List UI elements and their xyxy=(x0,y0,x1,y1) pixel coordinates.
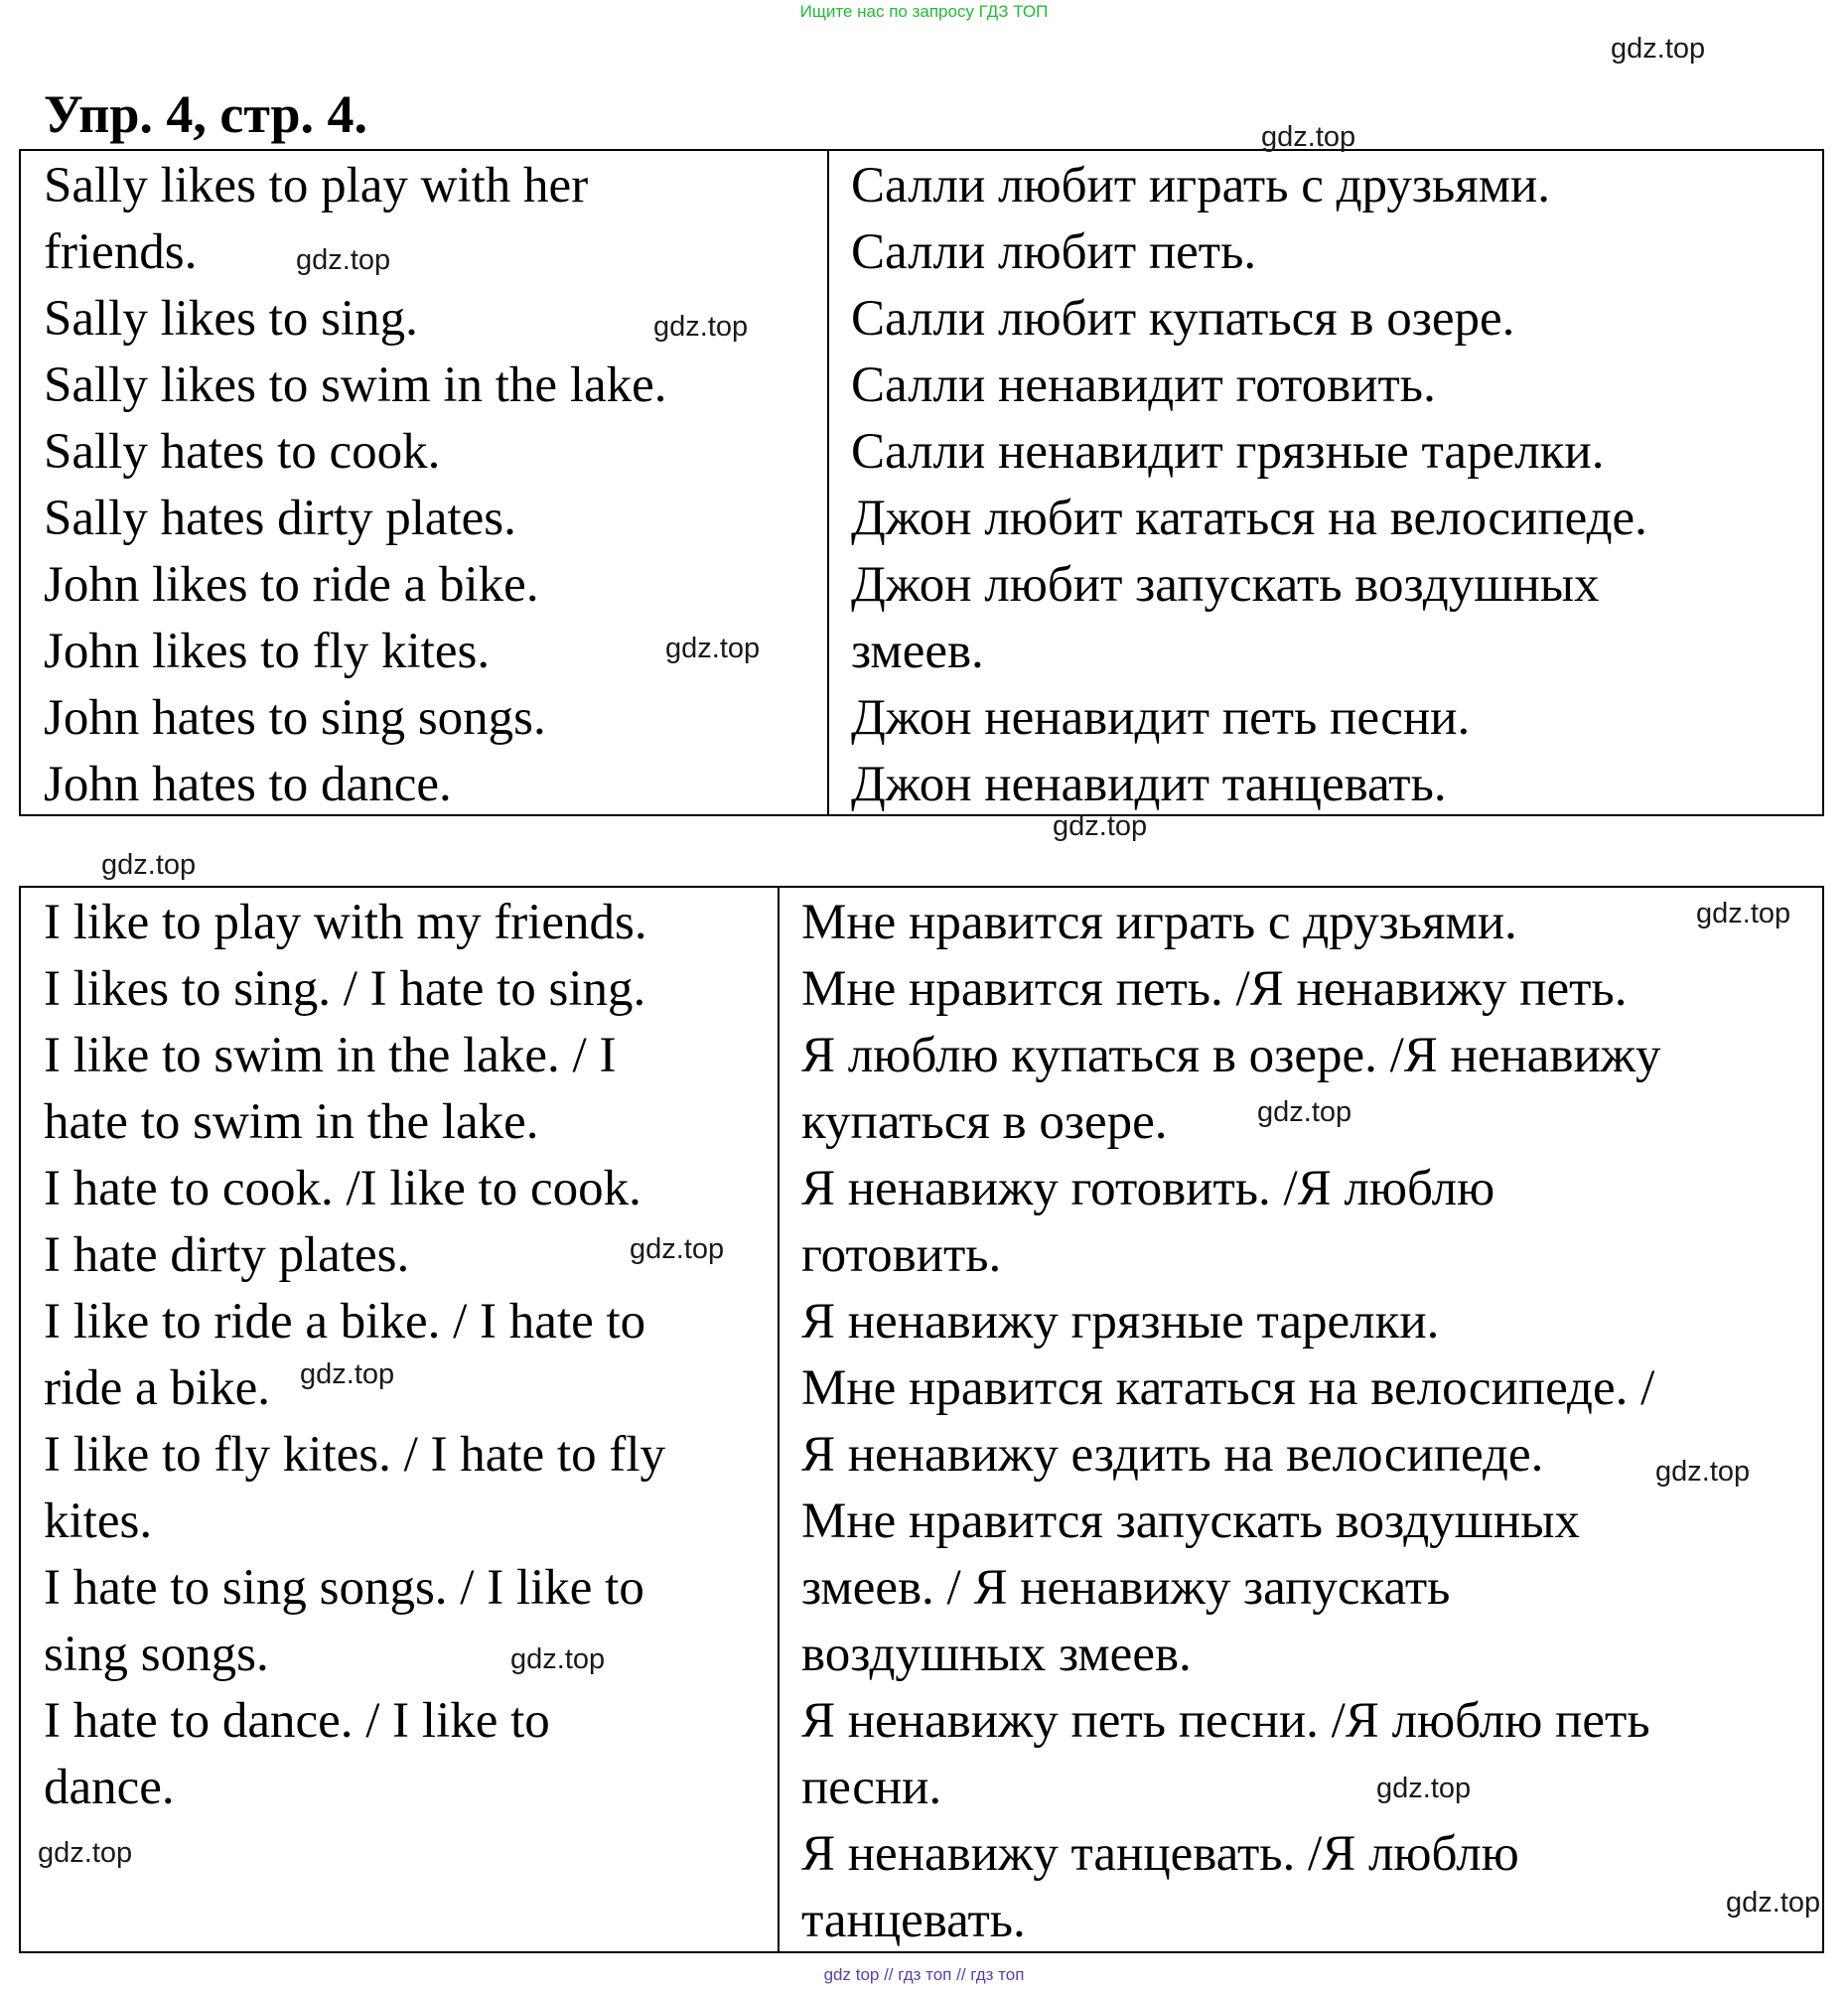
text-line: I like to ride a bike. / I hate to xyxy=(44,1294,646,1350)
text-line: Джон любит кататься на велосипеде. xyxy=(851,491,1647,546)
text-line: sing songs. xyxy=(44,1627,269,1682)
watermark: gdz.top xyxy=(665,633,761,664)
text-line: I likes to sing. / I hate to sing. xyxy=(44,961,646,1017)
text-line: John likes to fly kites. xyxy=(44,624,491,679)
text-line: Салли любит купаться в озере. xyxy=(851,291,1515,347)
exercise-heading: Упр. 4, стр. 4. xyxy=(44,84,368,144)
text-line: Я ненавижу грязные тарелки. xyxy=(801,1294,1440,1350)
text-line: Sally likes to sing. xyxy=(44,291,418,347)
table-sally-john xyxy=(19,149,1824,816)
text-line: Мне нравится петь. /Я ненавижу петь. xyxy=(801,961,1628,1017)
top-banner: Ищите нас по запросу ГДЗ ТОП xyxy=(799,2,1049,21)
watermark: gdz.top xyxy=(296,244,391,276)
text-line: змеев. / Я ненавижу запускать xyxy=(801,1560,1451,1616)
text-line: Я ненавижу петь песни. /Я люблю петь xyxy=(801,1693,1650,1749)
watermark: gdz.top xyxy=(1261,121,1356,153)
watermark: gdz.top xyxy=(1696,898,1791,929)
watermark: gdz.top xyxy=(1053,810,1148,842)
text-line: змеев. xyxy=(851,624,984,679)
watermark: gdz.top xyxy=(1655,1456,1751,1488)
text-line: kites. xyxy=(44,1494,153,1549)
bottom-banner: gdz top // гдз топ // гдз топ xyxy=(823,1965,1025,1984)
text-line: John hates to dance. xyxy=(44,757,452,812)
text-line: воздушных змеев. xyxy=(801,1627,1192,1682)
russian-column xyxy=(801,890,1661,1954)
table-my-preferences xyxy=(19,886,1824,1953)
watermark: gdz.top xyxy=(1726,1887,1821,1919)
text-line: I like to fly kites. / I hate to fly xyxy=(44,1427,666,1483)
watermark: gdz.top xyxy=(1376,1773,1472,1804)
text-line: Мне нравится кататься на велосипеде. / xyxy=(801,1360,1655,1416)
watermark: gdz.top xyxy=(630,1233,725,1265)
watermark: gdz.top xyxy=(653,311,749,343)
text-line: John likes to ride a bike. xyxy=(44,557,539,613)
text-line: John hates to sing songs. xyxy=(44,690,546,746)
text-line: готовить. xyxy=(801,1227,1002,1283)
text-line: Мне нравится играть с друзьями. xyxy=(801,895,1517,950)
text-line: Салли любит петь. xyxy=(851,224,1257,280)
text-line: Салли ненавидит готовить. xyxy=(851,357,1436,413)
watermark: gdz.top xyxy=(1257,1096,1352,1128)
text-line: I like to swim in the lake. / I xyxy=(44,1028,617,1083)
text-line: friends. xyxy=(44,224,198,280)
text-line: Sally hates dirty plates. xyxy=(44,491,516,546)
text-line: Джон ненавидит петь песни. xyxy=(851,690,1471,746)
text-line: I hate dirty plates. xyxy=(44,1227,410,1283)
text-line: I hate to sing songs. / I like to xyxy=(44,1560,644,1616)
text-line: Я ненавижу ездить на велосипеде. xyxy=(801,1427,1544,1483)
text-line: Мне нравится запускать воздушных xyxy=(801,1494,1580,1549)
text-line: ride a bike. xyxy=(44,1360,270,1416)
watermark: gdz.top xyxy=(1611,33,1706,65)
text-line: купаться в озере. xyxy=(801,1094,1168,1150)
text-line: Sally likes to swim in the lake. xyxy=(44,357,667,413)
text-line: Sally likes to play with her xyxy=(44,158,589,213)
table-divider xyxy=(778,888,780,1951)
text-line: hate to swim in the lake. xyxy=(44,1094,539,1150)
watermark: gdz.top xyxy=(38,1837,133,1869)
text-line: I like to play with my friends. xyxy=(44,895,647,950)
text-line: Салли ненавидит грязные тарелки. xyxy=(851,424,1605,480)
text-line: Я ненавижу готовить. /Я люблю xyxy=(801,1161,1495,1216)
text-line: Sally hates to cook. xyxy=(44,424,441,480)
watermark: gdz.top xyxy=(300,1358,395,1390)
text-line: песни. xyxy=(801,1760,942,1815)
text-line: Салли любит играть с друзьями. xyxy=(851,158,1551,213)
text-line: Джон любит запускать воздушных xyxy=(851,557,1600,613)
russian-column xyxy=(851,153,1647,818)
watermark: gdz.top xyxy=(510,1643,606,1675)
text-line: I hate to cook. /I like to cook. xyxy=(44,1161,641,1216)
text-line: Я ненавижу танцевать. /Я люблю xyxy=(801,1826,1519,1882)
text-line: танцевать. xyxy=(801,1893,1026,1948)
english-column xyxy=(44,890,665,1821)
text-line: dance. xyxy=(44,1760,175,1815)
watermark: gdz.top xyxy=(101,849,197,881)
text-line: Я люблю купаться в озере. /Я ненавижу xyxy=(801,1028,1661,1083)
text-line: Джон ненавидит танцевать. xyxy=(851,757,1447,812)
table-divider xyxy=(827,151,829,814)
text-line: I hate to dance. / I like to xyxy=(44,1693,550,1749)
